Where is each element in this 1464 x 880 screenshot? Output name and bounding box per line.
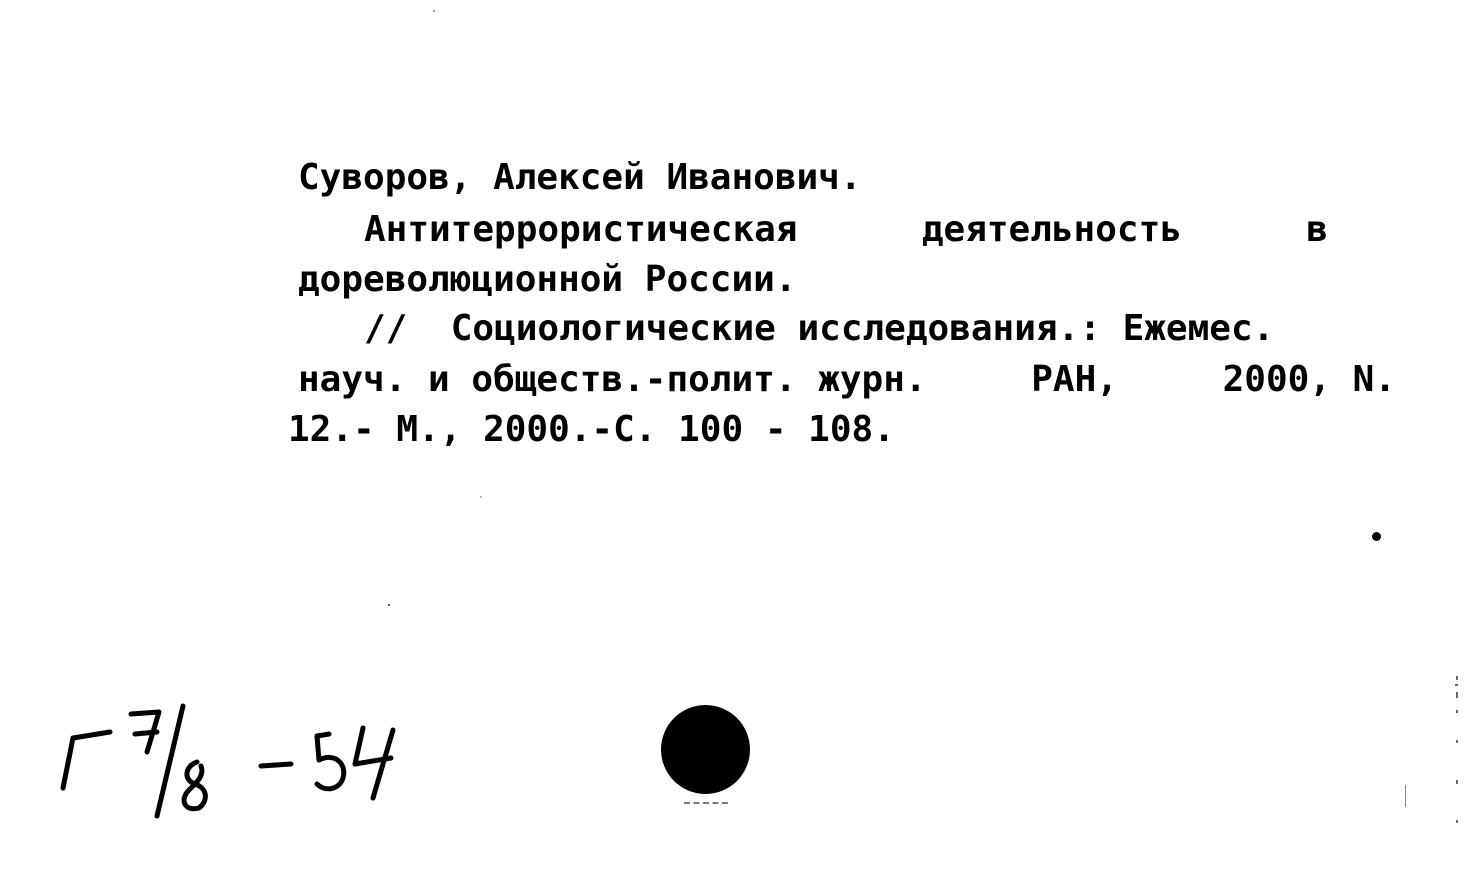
source-part-3: 2000, N. (1222, 359, 1396, 400)
punch-hole (661, 705, 750, 794)
scan-speck (1405, 785, 1406, 807)
punch-hole-shadow (684, 796, 728, 804)
author-name: Суворов, Алексей Иванович. (298, 157, 862, 198)
title-word-3: в (1306, 209, 1328, 250)
source-line-3: 12.- М., 2000.-С. 100 - 108. (288, 409, 895, 450)
title-word-2: деятельность (921, 209, 1182, 250)
title-word-1: Антитеррористическая (364, 209, 798, 250)
edge-scan-marks (1452, 670, 1462, 840)
title-line-1 (364, 205, 1328, 255)
scan-speck (480, 496, 482, 498)
scan-speck (433, 10, 435, 12)
source-part-2: РАН, (1031, 359, 1118, 400)
scan-speck (388, 604, 390, 606)
source-line-2 (298, 355, 1396, 405)
source-line-1: // Социологические исследования.: Ежемес. (364, 308, 1275, 349)
ink-dot (1372, 532, 1381, 541)
handwritten-shelfmark (55, 700, 415, 830)
title-line-2: дореволюционной России. (298, 259, 797, 300)
source-part-1: науч. и обществ.-полит. журн. (298, 359, 927, 400)
